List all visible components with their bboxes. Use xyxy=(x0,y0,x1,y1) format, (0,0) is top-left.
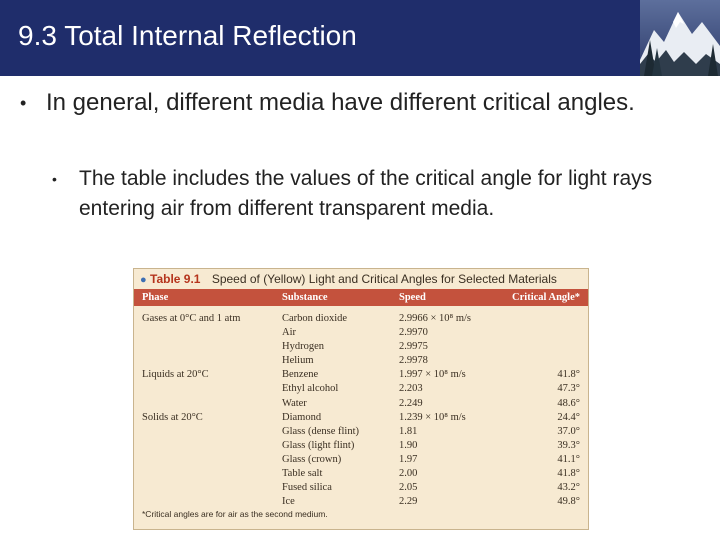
cell-speed: 2.29 xyxy=(399,496,418,508)
table-row xyxy=(134,467,588,481)
cell-critical-angle: 37.0° xyxy=(557,425,580,437)
table-row xyxy=(134,453,588,467)
cell-substance: Fused silica xyxy=(282,482,332,494)
cell-speed: 2.249 xyxy=(399,397,423,409)
cell-substance: Glass (light flint) xyxy=(282,439,355,451)
bullet-dot: • xyxy=(20,93,27,113)
cell-critical-angle: 48.6° xyxy=(557,397,580,409)
cell-speed: 2.9975 xyxy=(399,341,428,353)
cell-speed: 2.203 xyxy=(399,383,423,395)
cell-speed: 1.90 xyxy=(399,439,418,451)
cell-substance: Diamond xyxy=(282,411,322,423)
caption-bullet-icon: ● xyxy=(140,274,147,286)
slide-title: 9.3 Total Internal Reflection xyxy=(18,20,357,51)
cell-speed: 1.81 xyxy=(399,425,418,437)
cell-speed: 2.9978 xyxy=(399,355,428,367)
cell-substance: Carbon dioxide xyxy=(282,313,348,324)
bullet-text: In general, different media have different critical angles. xyxy=(46,89,635,116)
table-row xyxy=(134,382,588,396)
table-caption xyxy=(134,269,588,289)
header-critical-angle: Critical Angle* xyxy=(512,292,580,303)
cell-speed: 2.9966 × 10⁸ m/s xyxy=(399,313,472,324)
cell-phase: Solids at 20°C xyxy=(142,411,203,423)
cell-critical-angle: 41.8° xyxy=(557,468,580,480)
cell-speed: 2.00 xyxy=(399,468,418,480)
table-row xyxy=(134,326,588,340)
cell-critical-angle: 39.3° xyxy=(557,439,580,451)
cell-speed: 1.239 × 10⁸ m/s xyxy=(399,411,466,423)
table-caption-text: Speed of (Yellow) Light and Critical Angles for Selected Materials xyxy=(211,272,557,286)
table-row xyxy=(134,425,588,439)
cell-phase: Gases at 0°C and 1 atm xyxy=(142,313,241,324)
cell-substance: Benzene xyxy=(282,369,319,381)
table-row xyxy=(134,368,588,382)
table-row xyxy=(134,354,588,368)
table-label: Table 9.1 xyxy=(150,272,201,286)
cell-substance: Hydrogen xyxy=(282,341,324,353)
header-speed: Speed xyxy=(399,292,426,303)
cell-substance: Air xyxy=(282,327,296,339)
table-header-row xyxy=(134,289,588,306)
sub-bullet-dot: • xyxy=(52,171,57,187)
cell-speed: 2.9970 xyxy=(399,327,428,339)
cell-critical-angle: 49.8° xyxy=(557,496,580,508)
title-bar xyxy=(0,0,720,76)
cell-speed: 1.997 × 10⁸ m/s xyxy=(399,369,466,381)
cell-critical-angle: 24.4° xyxy=(557,411,580,423)
table-row xyxy=(134,397,588,411)
table-row xyxy=(134,340,588,354)
table-row xyxy=(134,481,588,495)
header-substance: Substance xyxy=(282,292,328,303)
cell-critical-angle: 41.1° xyxy=(557,453,580,465)
cell-speed: 2.05 xyxy=(399,482,418,494)
table-body xyxy=(134,312,588,509)
cell-substance: Ethyl alcohol xyxy=(282,383,339,395)
cell-substance: Ice xyxy=(282,496,295,508)
table-row xyxy=(134,495,588,509)
cell-critical-angle: 43.2° xyxy=(557,482,580,494)
header-phase: Phase xyxy=(142,292,169,303)
table-row xyxy=(134,411,588,425)
critical-angle-table xyxy=(133,268,589,530)
table-row xyxy=(134,312,588,326)
table-row xyxy=(134,439,588,453)
cell-substance: Table salt xyxy=(282,468,323,480)
table-footnote: *Critical angles are for air as the second medium. xyxy=(142,509,328,519)
cell-substance: Helium xyxy=(282,355,314,367)
sub-bullet-text: The table includes the values of the critical angle for light rays entering air from different transparent media. xyxy=(79,167,653,220)
cell-critical-angle: 47.3° xyxy=(557,383,580,395)
mountain-landscape-image xyxy=(640,0,720,76)
cell-speed: 1.97 xyxy=(399,453,418,465)
cell-phase: Liquids at 20°C xyxy=(142,369,209,381)
cell-substance: Glass (crown) xyxy=(282,453,342,465)
cell-critical-angle: 41.8° xyxy=(557,369,580,381)
cell-substance: Water xyxy=(282,397,307,409)
cell-substance: Glass (dense flint) xyxy=(282,425,359,437)
